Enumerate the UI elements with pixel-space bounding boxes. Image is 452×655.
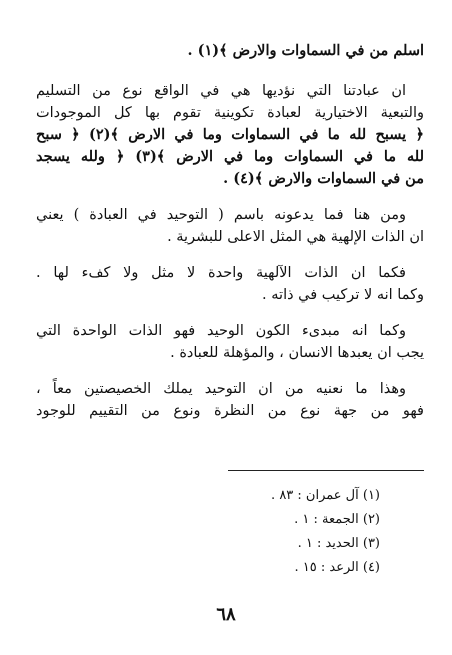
text-line: اسلم من في السماوات والارض ﴾(١) . bbox=[187, 42, 424, 59]
footnote-item: (٢) الجمعة : ١ . bbox=[294, 512, 380, 527]
footnote-item: (١) آل عمران : ٨٣ . bbox=[271, 488, 380, 503]
text-line: من في السماوات والارض ﴾(٤) . bbox=[223, 170, 424, 187]
text-line: ومن هنا فما يدعونه باسم ( التوحيد في العبادة ) يعني bbox=[36, 207, 406, 223]
paragraph-gap bbox=[36, 306, 424, 320]
footnote-divider bbox=[228, 470, 424, 471]
paragraph-gap bbox=[36, 190, 424, 204]
paragraph-gap bbox=[36, 364, 424, 378]
footnote-item: (٤) الرعد : ١٥ . bbox=[294, 560, 380, 575]
page-number: ٦٨ bbox=[216, 604, 236, 625]
text-line: ان عبادتنا التي نؤديها هي في الواقع نوع من التسليم bbox=[36, 83, 406, 99]
text-line: لله ما في السماوات وما في الارض ﴾(٣) ﴿ ولله يسجد bbox=[36, 148, 424, 165]
text-line: والتبعية الاختيارية لعبادة تكوينية تقوم بها كل الموجودات bbox=[36, 105, 424, 121]
text-line: فهو من جهة نوع من النظرة ونوع من التقييم للوجود bbox=[36, 403, 424, 419]
text-line: ﴿ يسبح لله ما في السماوات وما في الارض ﴾(٢) ﴿ سبح bbox=[36, 126, 424, 143]
paragraph-gap bbox=[36, 62, 424, 80]
page-body bbox=[36, 40, 424, 422]
text-line: وهذا ما نعنيه من ان التوحيد يملك الخصيصتين معاً ، bbox=[36, 381, 406, 397]
paragraph-gap bbox=[36, 248, 424, 262]
footnote-item: (٣) الحديد : ١ . bbox=[297, 536, 380, 551]
text-line: وكما انه مبدىء الكون الوحيد فهو الذات الواحدة التي bbox=[36, 323, 406, 339]
text-line: وكما انه لا تركيب في ذاته . bbox=[262, 287, 424, 303]
text-line: يجب ان يعبدها الانسان ، والمؤهلة للعبادة . bbox=[170, 345, 424, 361]
text-line: ان الذات الإلهية هي المثل الاعلى للبشرية . bbox=[167, 229, 424, 245]
text-line: فكما ان الذات الآلهية واحدة لا مثل ولا كفء لها . bbox=[36, 265, 406, 281]
footnotes bbox=[150, 484, 380, 580]
